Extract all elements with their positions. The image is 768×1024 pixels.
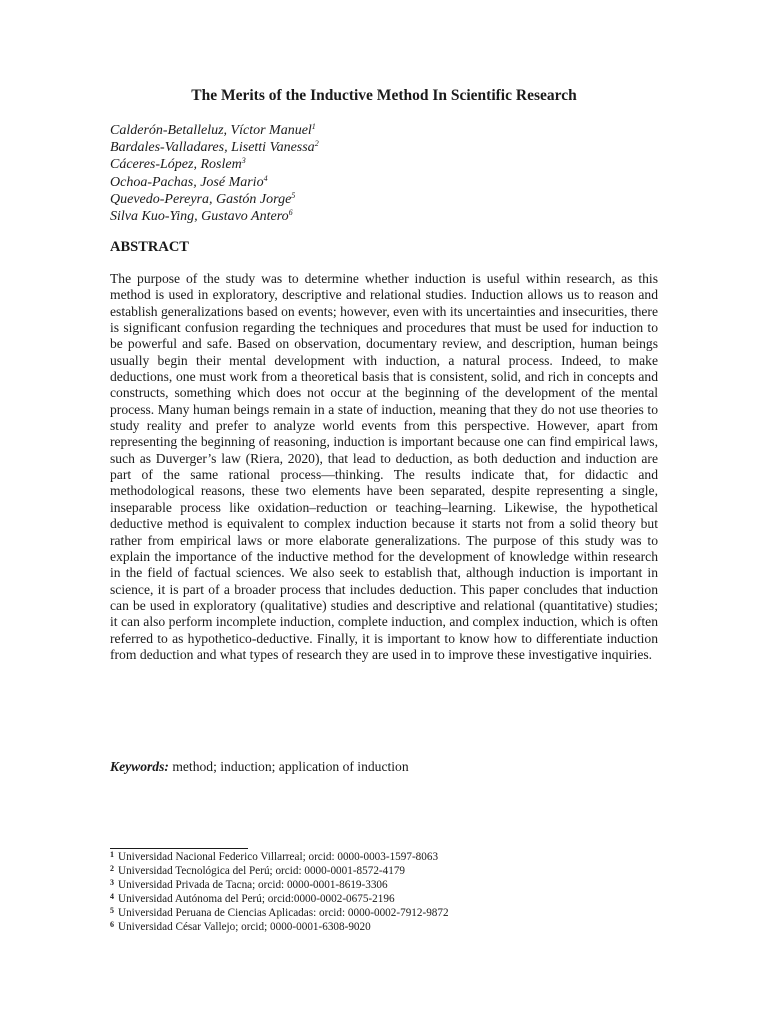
author-line [110, 208, 658, 225]
author-affiliation-mark: 2 [314, 139, 319, 149]
footnote-number: 5 [110, 905, 114, 915]
keywords-label: Keywords: [110, 759, 169, 774]
author-line [110, 174, 658, 191]
footnote-number: 3 [110, 877, 114, 887]
author-name: Cáceres-López, Roslem [110, 157, 242, 173]
author-line [110, 139, 658, 156]
author-name: Quevedo-Pereyra, Gastón Jorge [110, 191, 292, 207]
author-affiliation-mark: 5 [291, 190, 296, 200]
footnote [110, 879, 658, 893]
abstract-body: The purpose of the study was to determine whether induction is useful within research, as this method is used in exploratory, descriptive and relational studies. Induction allows us to reason and establish generalizations based on events; however, even with its uncertainties and insecurities, there is significant confusion regarding the techniques and procedures that must be used for induction to be powerful and safe. Based on observation, documentary review, and description, human beings usually begin their mental development with induction, a natural process. Indeed, to make deductions, one must work from a theoretical basis that is consistent, solid, and rich in concepts and constructs, something which does not occur at the beginning of the development of the mental process. Many human beings remain in a state of induction, meaning that they do not use theories to study reality and prefer to analyze world events from this perspective. However, apart from representing the beginning of reasoning, induction is important because one can find empirical laws, such as Duverger’s law (Riera, 2020), that lead to deduction, as both deduction and induction are part of the same rational process—thinking. The results indicate that, for didactic and methodological reasons, these two elements have been separated, despite representing a single, inseparable process like oxidation–reduction or teaching–learning. Likewise, the hypothetical deductive method is equivalent to complex induction because it starts not from a solid theory but rather from empirical laws or more elaborate generalizations. The purpose of this study was to explain the importance of the inductive method for the development of knowledge within research in the field of factual sciences. We also seek to establish that, although induction is important in science, it is part of a broader process that includes deduction. This paper concludes that induction can be used in exploratory (qualitative) studies and descriptive and relational (quantitative) studies; it can also perform incomplete induction, complete induction, and complex induction, which is often referred to as hypothetico-deductive. Finally, it is important to know how to differentiate induction from deduction and what types of research they are used in to improve these investigative inquiries. [110, 271, 658, 662]
author-affiliation-mark: 4 [263, 173, 268, 183]
footnote-list [110, 851, 658, 934]
footnote-text: Universidad Privada de Tacna; orcid: 0000-0001-8619-3306 [118, 878, 388, 891]
footnote-number: 1 [110, 850, 114, 859]
keywords-text: method; induction; application of induction [172, 759, 409, 774]
footnote-text: Universidad César Vallejo; orcid; 0000-0001-6308-9020 [118, 920, 371, 933]
footnote-text: Universidad Nacional Federico Villarreal; orcid: 0000-0003-1597-8063 [118, 851, 439, 863]
abstract-heading: ABSTRACT [110, 239, 189, 255]
footnote-text: Universidad Tecnológica del Perú; orcid: 0000-0001-8572-4179 [118, 864, 406, 877]
footnote [110, 893, 658, 907]
footnote-number: 2 [110, 863, 114, 873]
footnote [110, 851, 658, 865]
author-line [110, 122, 658, 139]
keywords [110, 758, 658, 775]
author-name: Silva Kuo-Ying, Gustavo Antero [110, 209, 289, 225]
footnote-number: 4 [110, 891, 114, 901]
author-name: Ochoa-Pachas, José Mario [110, 174, 264, 190]
author-name: Calderón-Betalleluz, Víctor Manuel [110, 123, 312, 138]
author-list [110, 122, 658, 225]
footnote-text: Universidad Peruana de Ciencias Aplicadas: orcid: 0000-0002-7912-9872 [118, 906, 449, 919]
author-affiliation-mark: 6 [288, 208, 293, 218]
author-line [110, 156, 658, 173]
footnote-number: 6 [110, 919, 114, 929]
footnote [110, 921, 658, 935]
footnote-text: Universidad Autónoma del Perú; orcid:0000-0002-0675-2196 [118, 892, 395, 905]
author-affiliation-mark: 1 [311, 122, 316, 131]
author-affiliation-mark: 3 [241, 156, 246, 166]
footnote-divider [110, 848, 248, 849]
author-line [110, 191, 658, 208]
author-name: Bardales-Valladares, Lisetti Vanessa [110, 140, 315, 156]
footnote [110, 865, 658, 879]
footnote [110, 907, 658, 921]
paper-title: The Merits of the Inductive Method In Scientific Research [191, 87, 577, 104]
